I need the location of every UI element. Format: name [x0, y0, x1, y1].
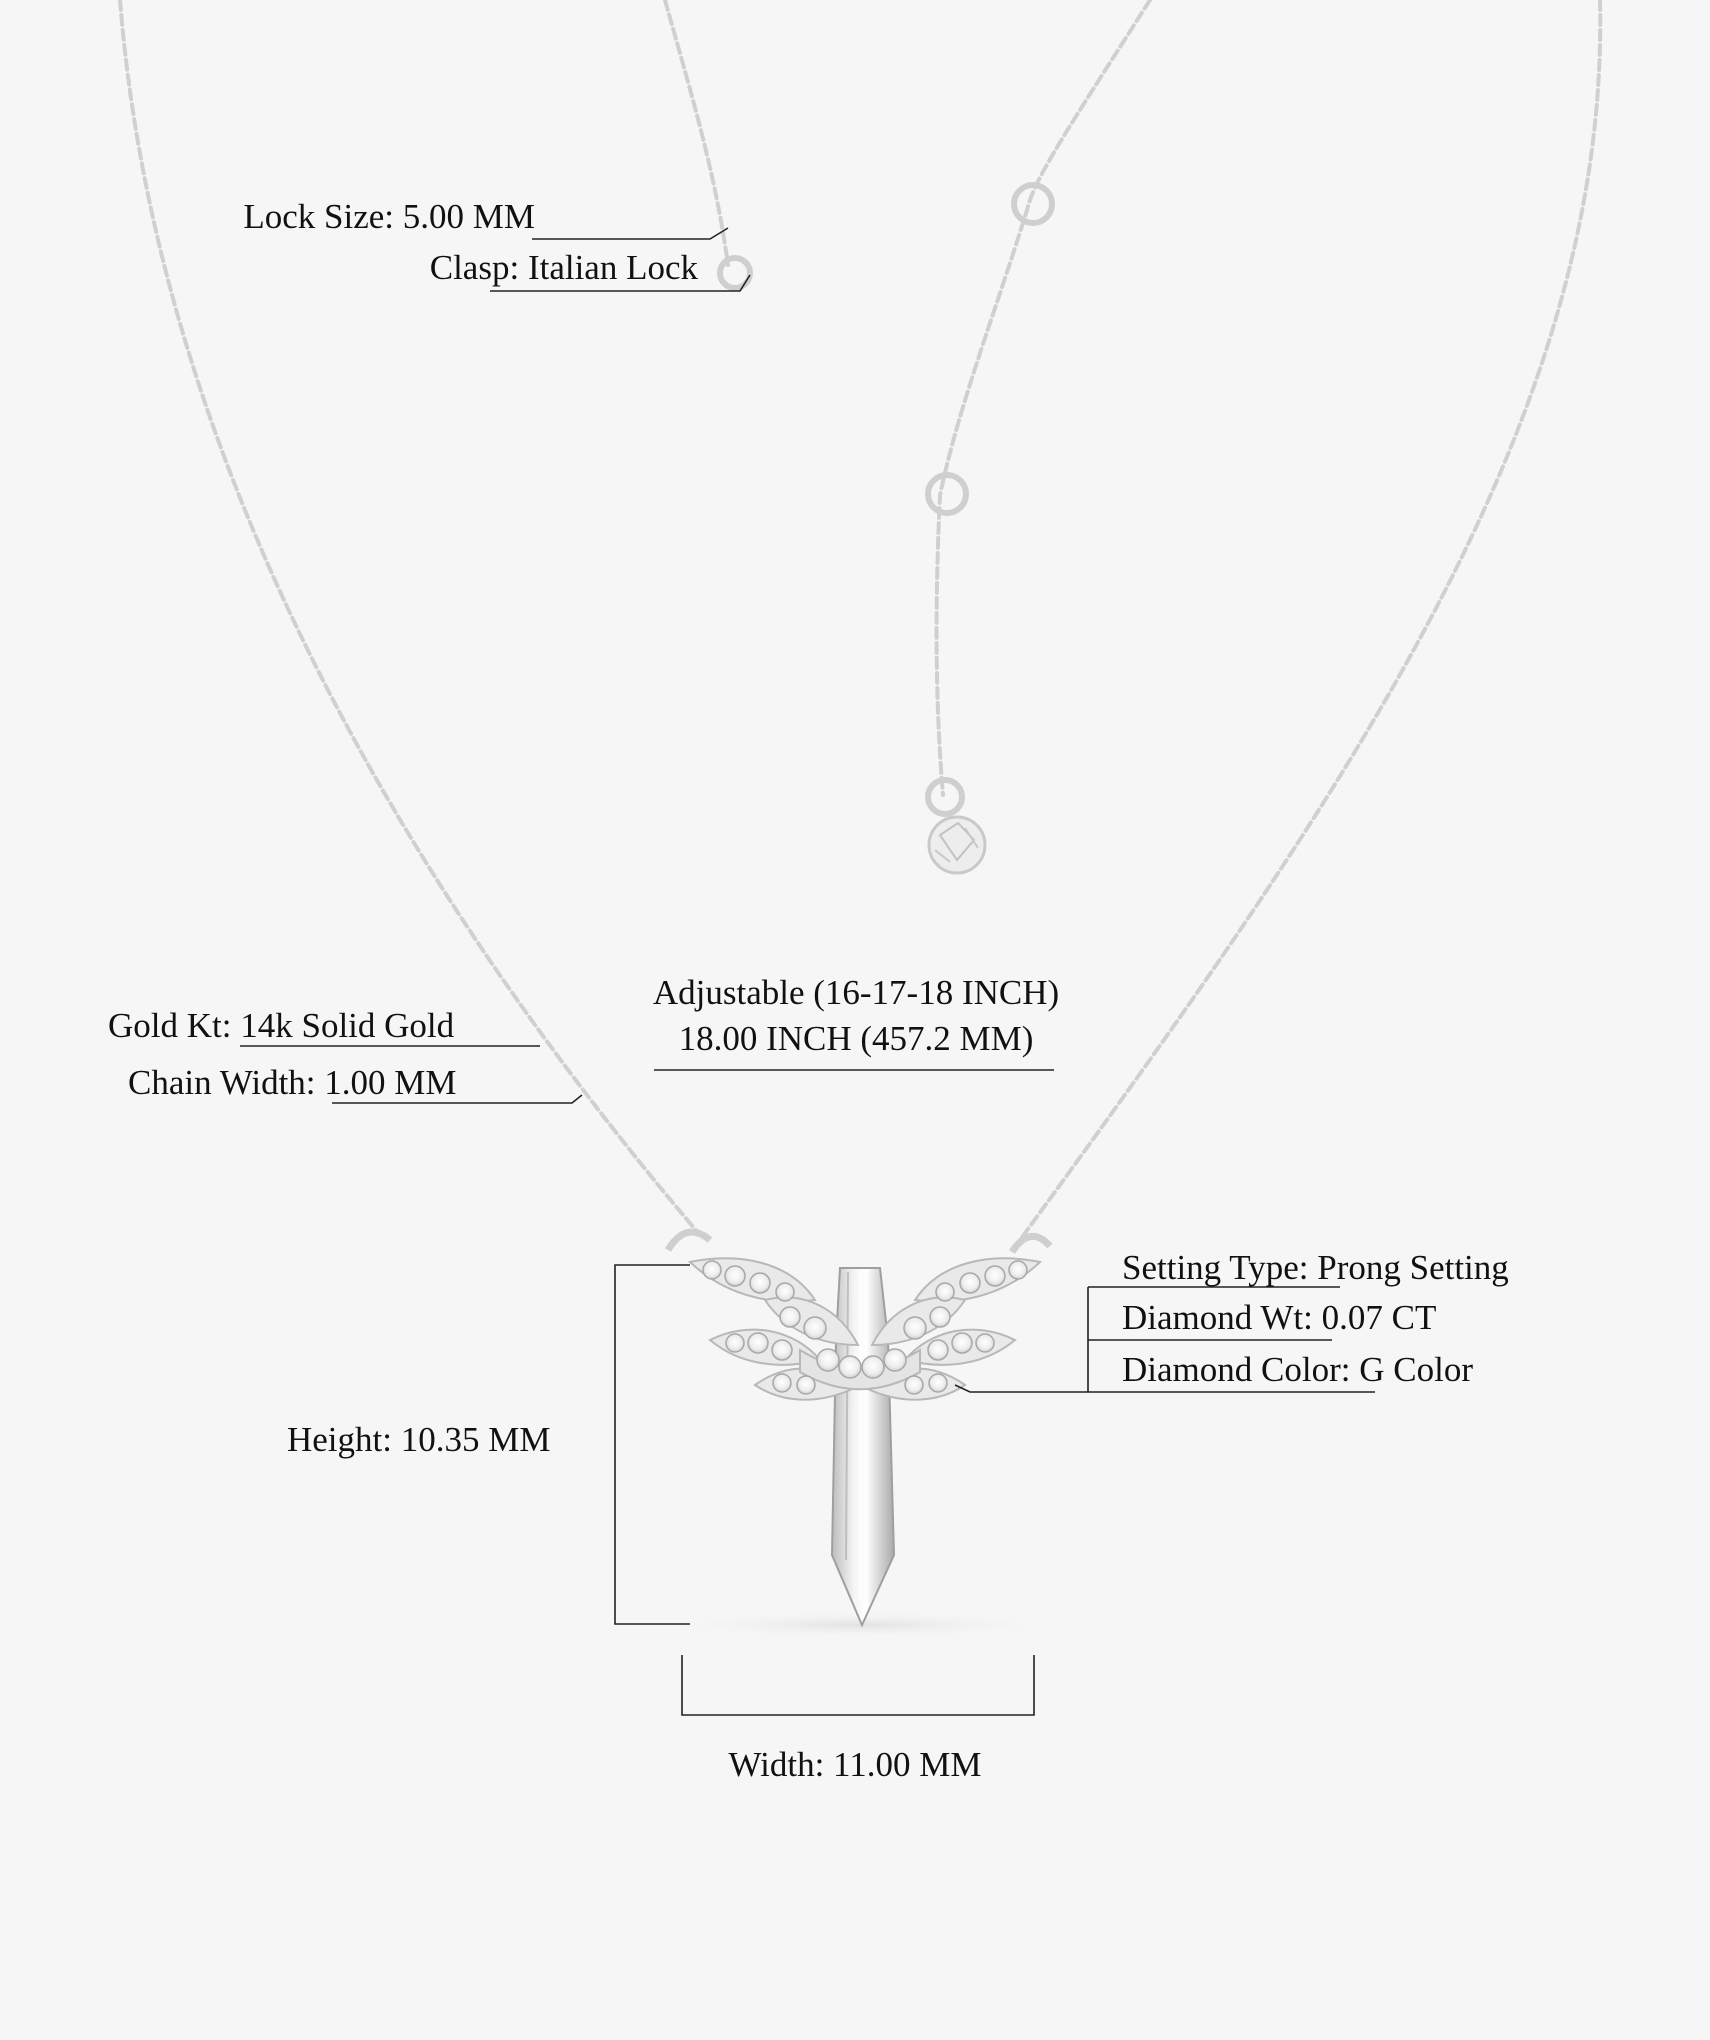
diamond-color-label — [1122, 1350, 1473, 1390]
gold-kt-key: Gold Kt: — [108, 1006, 232, 1045]
chain-clasp-strand — [665, 0, 728, 265]
extender-charm — [929, 817, 985, 873]
clasp-label — [430, 248, 698, 288]
lock-size-value: 5.00 MM — [402, 197, 535, 236]
diamond-wt-label — [1122, 1298, 1436, 1338]
diamond-pointer — [955, 1385, 1088, 1392]
height-value: 10.35 MM — [400, 1420, 551, 1459]
lock-size-key: Lock Size: — [243, 197, 394, 236]
width-value: 11.00 MM — [833, 1745, 982, 1784]
width-key: Width: — [728, 1745, 825, 1784]
height-bracket — [615, 1265, 690, 1624]
diamond-wt-value: 0.07 CT — [1321, 1298, 1437, 1337]
width-bracket — [682, 1655, 1034, 1715]
extender-ring-bottom — [928, 780, 962, 814]
width-label — [655, 1745, 1055, 1785]
length-adjustable-label: Adjustable (16-17-18 INCH) — [652, 973, 1060, 1012]
extender-ring-middle — [928, 475, 966, 513]
diamond-color-key: Diamond Color: — [1122, 1350, 1351, 1389]
chain-extender-strand — [937, 0, 1150, 795]
length-value-label: 18.00 INCH (457.2 MM) — [678, 1019, 1034, 1058]
chain-width-value: 1.00 MM — [324, 1063, 457, 1102]
clasp-hardware — [720, 185, 1052, 814]
setting-type-label — [1122, 1248, 1509, 1288]
dimension-lines — [240, 228, 1375, 1715]
diamond-color-value: G Color — [1359, 1350, 1473, 1389]
clasp-key: Clasp: — [429, 248, 520, 287]
gold-kt-label — [108, 1006, 454, 1046]
diamond-wt-key: Diamond Wt: — [1122, 1298, 1313, 1337]
gold-kt-value: 14k Solid Gold — [240, 1006, 455, 1045]
pendant — [660, 1232, 1060, 1639]
setting-type-key: Setting Type: — [1122, 1248, 1309, 1287]
lock-size-leader — [532, 228, 728, 239]
height-key: Height: — [287, 1420, 392, 1459]
clasp-value: Italian Lock — [527, 248, 698, 287]
chain-width-label — [128, 1063, 457, 1103]
height-label — [287, 1420, 550, 1460]
chain-width-key: Chain Width: — [128, 1063, 316, 1102]
lock-size-label — [243, 197, 535, 237]
setting-type-value: Prong Setting — [1317, 1248, 1509, 1287]
